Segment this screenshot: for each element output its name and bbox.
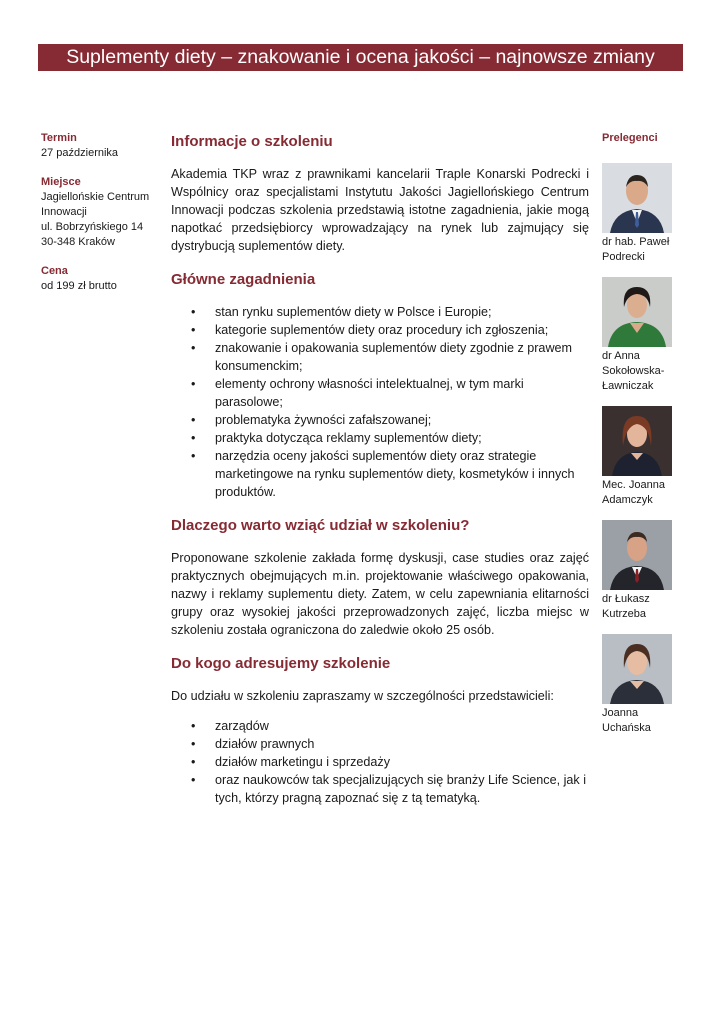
term-label: Termin [41,132,77,144]
speakers-column [602,131,682,734]
audience-heading: Do kogo adresujemy szkolenie [171,655,391,672]
list-item: • działów prawnych [171,735,589,753]
place-block [41,175,159,250]
audience-intro: Do udziału w szkoleniu zapraszamy w szczególności przedstawicieli: [171,689,554,703]
speaker-name: dr hab. Paweł Podrecki [602,236,670,263]
place-line: ul. Bobrzyńskiego 14 [41,221,144,233]
speaker-name: Mec. Joanna Adamczyk [602,479,665,506]
event-details-sidebar [41,131,159,308]
list-item: • narzędzia oceny jakości suplementów diety oraz strategie marketingowe na rynku suplementów diety, kosmetyków i innych produktów. [171,447,589,501]
speaker-card [602,277,682,394]
place-line: Jagiellońskie Centrum [41,191,150,203]
list-item: • elementy ochrony własności intelektualnej, w tym marki parasolowe; [171,375,589,411]
list-item: • oraz naukowców tak specjalizujących się branży Life Science, jak i tych, którzy pragną zapoznać się z tą tematyką. [171,771,589,807]
place-line: 30-348 Kraków [41,236,115,248]
speaker-card [602,163,682,265]
info-text: Akademia TKP wraz z prawnikami kancelarii Traple Konarski Podrecki i Wspólnicy oraz specjalistami Instytutu Jakości Jagiellońskiego Centrum Innowacji podczas szkolenia przedstawią istotne zagadnienia, jakie mogą napotkać przedsiębiorcy wprowadzający na rynek lub zajmujący się dystrybucją suplementów diety. [171,167,589,253]
term-value: 27 października [41,147,119,159]
page-title: Suplementy diety – znakowanie i ocena jakości – najnowsze zmiany [66,46,655,68]
list-item: • praktyka dotycząca reklamy suplementów diety; [171,429,589,447]
speaker-card [602,634,682,736]
main-content [171,131,589,807]
list-item: • działów marketingu i sprzedaży [171,753,589,771]
speaker-name: dr Łukasz Kutrzeba [602,593,650,620]
list-item: • stan rynku suplementów diety w Polsce i Europie; [171,303,589,321]
price-label: Cena [41,265,68,277]
price-block [41,264,159,294]
audience-list [171,717,589,807]
list-item: • znakowanie i opakowania suplementów diety zgodnie z prawem konsumenckim; [171,339,589,375]
info-heading: Informacje o szkoleniu [171,133,333,150]
topics-list [171,303,589,501]
topics-heading: Główne zagadnienia [171,271,316,288]
list-item: • zarządów [171,717,589,735]
speaker-card [602,406,682,508]
speaker-photo [602,634,672,704]
place-label: Miejsce [41,176,81,188]
speaker-photo [602,163,672,233]
speakers-label: Prelegenci [602,132,658,144]
place-line: Innowacji [41,206,87,218]
why-heading: Dlaczego warto wziąć udział w szkoleniu? [171,517,470,534]
speaker-photo [602,406,672,476]
speaker-photo [602,520,672,590]
speaker-name: Joanna Uchańska [602,707,651,734]
page-title-banner [38,44,683,71]
speaker-card [602,520,682,622]
speaker-name: dr Anna Sokołowska-Ławniczak [602,350,665,392]
speaker-photo [602,277,672,347]
price-value: od 199 zł brutto [41,280,117,292]
list-item: • kategorie suplementów diety oraz procedury ich zgłoszenia; [171,321,589,339]
list-item: • problematyka żywności zafałszowanej; [171,411,589,429]
term-block [41,131,159,161]
why-text: Proponowane szkolenie zakłada formę dyskusji, case studies oraz zajęć praktycznych obejmujących m.in. projektowanie właściwego opakowania, nazwy i reklamy suplementu diety. Zatem, w celu zapewniania elitarności grupy oraz wysokiej jakości przeprowadzonych zajęć, liczba miejsc w szkoleniu została ograniczona do zaledwie około 25 osób. [171,551,589,637]
